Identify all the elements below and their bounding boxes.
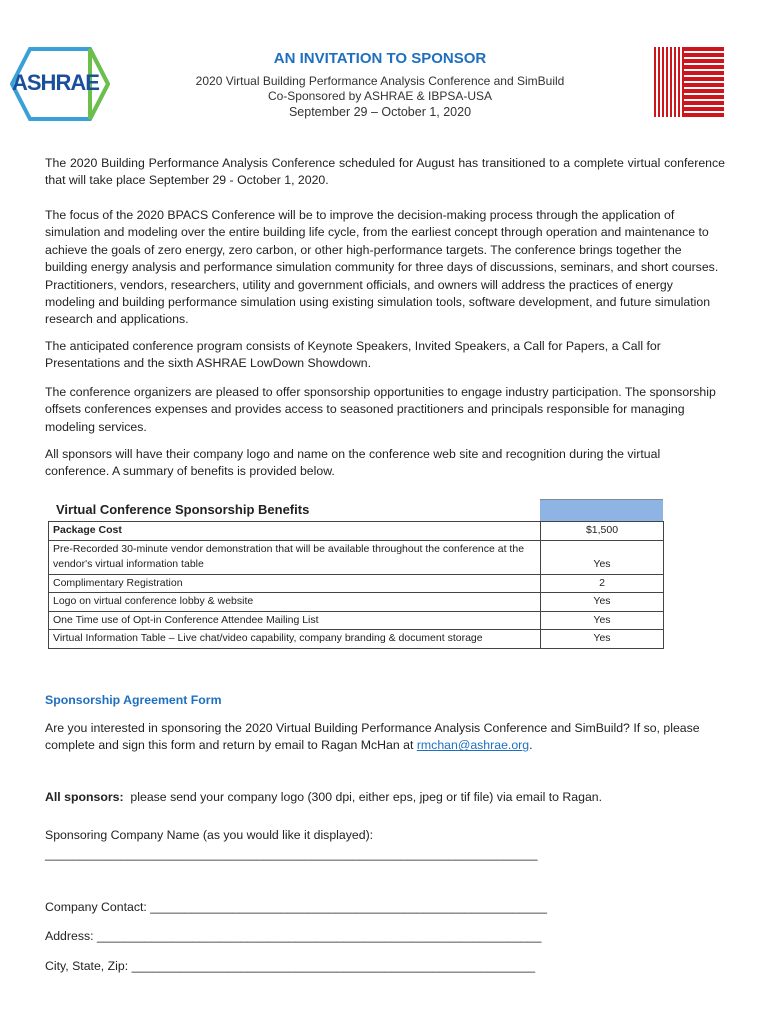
- company-contact-field[interactable]: Company Contact: __________________________________________________________: [45, 900, 547, 914]
- table-header-cell: [540, 499, 663, 522]
- table-row: Virtual Information Table – Live chat/video capability, company branding & document storage Yes: [49, 630, 664, 649]
- table-title: Virtual Conference Sponsorship Benefits: [56, 502, 310, 517]
- email-link[interactable]: rmchan@ashrae.org: [416, 738, 530, 753]
- paragraph: The anticipated conference program consists of Keynote Speakers, Invited Speakers, a Call for Papers, a Call for Presentations and the sixth ASHRAE LowDown Showdown.: [45, 339, 661, 371]
- table-row: Complimentary Registration 2: [49, 574, 664, 593]
- co-sponsors: Co-Sponsored by ASHRAE & IBPSA-USA: [267, 89, 493, 103]
- city-state-zip-field[interactable]: City, State, Zip: ___________________________________________________________: [45, 959, 536, 973]
- table-row: One Time use of Opt-in Conference Attendee Mailing List Yes: [49, 611, 664, 630]
- paragraph: All sponsors will have their company logo and name on the conference web site and recognition during the virtual conference. A summary of benefits is provided below.: [45, 447, 661, 479]
- conference-name: 2020 Virtual Building Performance Analysis Conference and SimBuild: [195, 74, 565, 88]
- conference-dates: September 29 – October 1, 2020: [288, 105, 472, 119]
- table-row: Logo on virtual conference lobby & website Yes: [49, 593, 664, 612]
- all-sponsors-note: All sponsors: please send your company logo (300 dpi, either eps, jpeg or tif file) via email to Ragan.: [45, 790, 603, 804]
- ashrae-logo: ASHRAE: [10, 45, 110, 123]
- ibpsa-logo: [654, 47, 724, 117]
- form-intro: Are you interested in sponsoring the 2020 Virtual Building Performance Analysis Conference and SimBuild? If so, please complete and sign this form and return by email to Ragan McHan at rmchan@ashrae.org.: [45, 721, 700, 753]
- table-row: Pre-Recorded 30-minute vendor demonstration that will be available throughout the conference at the vendor's virtual information table Yes: [49, 540, 664, 574]
- table-row: Package Cost $1,500: [49, 522, 664, 541]
- address-field[interactable]: Address: _________________________________________________________________: [45, 929, 542, 943]
- paragraph: The 2020 Building Performance Analysis Conference scheduled for August has transitioned to a complete virtual conference that will take place September 29 - October 1, 2020.: [45, 156, 725, 188]
- company-name-label: Sponsoring Company Name (as you would like it displayed):: [45, 828, 374, 842]
- page-title: AN INVITATION TO SPONSOR: [273, 50, 487, 67]
- company-name-field[interactable]: ________________________________________________________________________: [45, 847, 538, 861]
- form-heading: Sponsorship Agreement Form: [45, 693, 222, 707]
- benefits-table: [48, 521, 664, 649]
- paragraph: The focus of the 2020 BPACS Conference will be to improve the decision-making process through the application of simulation and modeling over the entire building life cycle, from the earliest concept through operation and maintenance to achieve the goals of zero energy, zero carbon, or other high-performance targets. The conference brings together the building energy analysis and performance simulation community for three days of discussions, seminars, and short courses. Practitioners, vendors, researchers, utility and government officials, and owners will address the practices of energy modeling and building performance simulation using existing simulation tools, software development, and future simulation research and applications.: [45, 208, 719, 327]
- paragraph: The conference organizers are pleased to offer sponsorship opportunities to engage industry participation. The sponsorship offsets conferences expenses and provides access to seasoned practitioners and principals responsible for managing modeling services.: [45, 385, 716, 434]
